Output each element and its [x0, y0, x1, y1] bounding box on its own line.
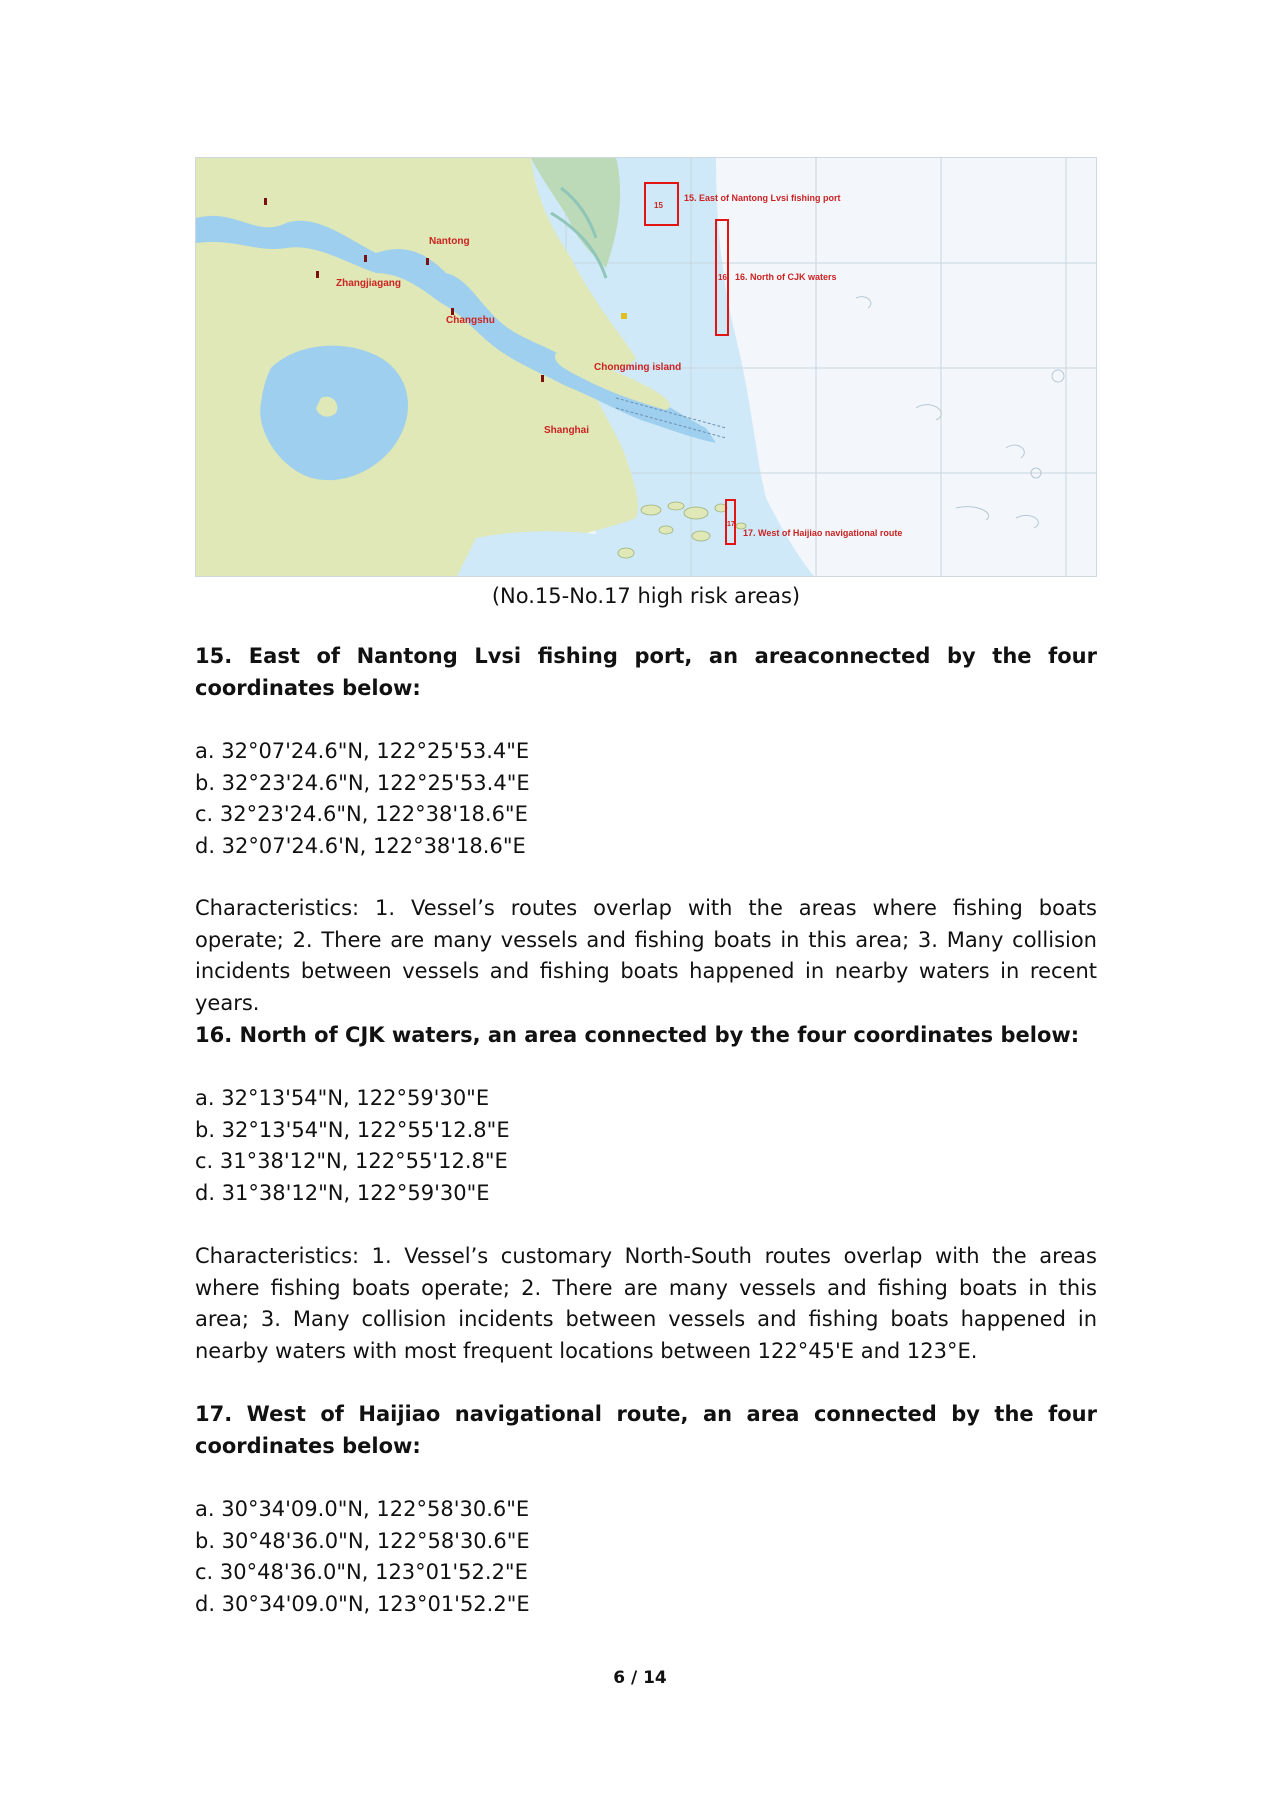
area-16-box-label: 16: [718, 273, 727, 282]
coordinate-item: c. 31°38'12"N, 122°55'12.8"E: [195, 1149, 508, 1173]
coordinate-item: b. 32°23'24.6"N, 122°25'53.4"E: [195, 770, 530, 795]
section-16-characteristics: Characteristics: 1. Vessel’s customary North-South routes overlap with the areas where fishing boats operate; 2. There are many vessels and fishing boats in this area; 3. Many collision incidents between vessels and fishing boats happened in nearby waters with most frequent locations between 122°45'E and 123°E.: [195, 1244, 1097, 1363]
coordinate-item: d. 32°07'24.6'N, 122°38'18.6"E: [195, 833, 526, 858]
coordinate-item: d. 30°34'09.0"N, 123°01'52.2"E: [195, 1591, 530, 1616]
coordinate-item: c. 30°48'36.0"N, 123°01'52.2"E: [195, 1560, 528, 1584]
area-15-label: 15. East of Nantong Lvsi fishing port: [684, 193, 841, 203]
high-risk-areas-map: [195, 157, 1097, 577]
section-17-heading: 17. West of Haijiao navigational route, an area connected by the four coordinates below:: [195, 1402, 1097, 1458]
coordinate-item: a. 30°34'09.0"N, 122°58'30.6"E: [195, 1497, 530, 1521]
map-label-zhangjiagang: Zhangjiagang: [336, 278, 401, 289]
area-16-label: 16. North of CJK waters: [735, 272, 837, 282]
coordinate-item: b. 30°48'36.0"N, 122°58'30.6"E: [195, 1528, 530, 1553]
area-15-box-label: 15: [654, 201, 663, 210]
page-number: 6 / 14: [613, 1668, 667, 1688]
section-15-characteristics: Characteristics: 1. Vessel’s routes overlap with the areas where fishing boats operate; 2. There are many vessels and fishing boats in this area; 3. Many collision incidents between vessels and fishing boats happened in nearby waters in recent years.: [195, 896, 1097, 1015]
area-17-label: 17. West of Haijiao navigational route: [743, 528, 903, 538]
area-17-box-label: 17: [727, 521, 735, 528]
figure-caption: (No.15-No.17 high risk areas): [491, 584, 801, 608]
coordinate-item: a. 32°13'54"N, 122°59'30"E: [195, 1086, 490, 1110]
map-label-nantong: Nantong: [429, 236, 470, 247]
coordinate-item: d. 31°38'12"N, 122°59'30"E: [195, 1180, 490, 1205]
map-label-changshu: Changshu: [446, 315, 495, 326]
section-17-coordinates: [195, 1494, 1097, 1620]
section-15-heading: 15. East of Nantong Lvsi fishing port, an areaconnected by the four coordinates below:: [195, 644, 1097, 700]
map-label-chongming: Chongming island: [594, 362, 682, 373]
section-16-coordinates: [195, 1083, 1097, 1209]
section-15-coordinates: [195, 736, 1097, 862]
section-16-heading: 16. North of CJK waters, an area connected by the four coordinates below:: [195, 1023, 1080, 1047]
map-label-shanghai: Shanghai: [544, 425, 590, 436]
coordinate-item: a. 32°07'24.6"N, 122°25'53.4"E: [195, 739, 530, 763]
coordinate-item: c. 32°23'24.6"N, 122°38'18.6"E: [195, 802, 528, 826]
coordinate-item: b. 32°13'54"N, 122°55'12.8"E: [195, 1117, 510, 1142]
